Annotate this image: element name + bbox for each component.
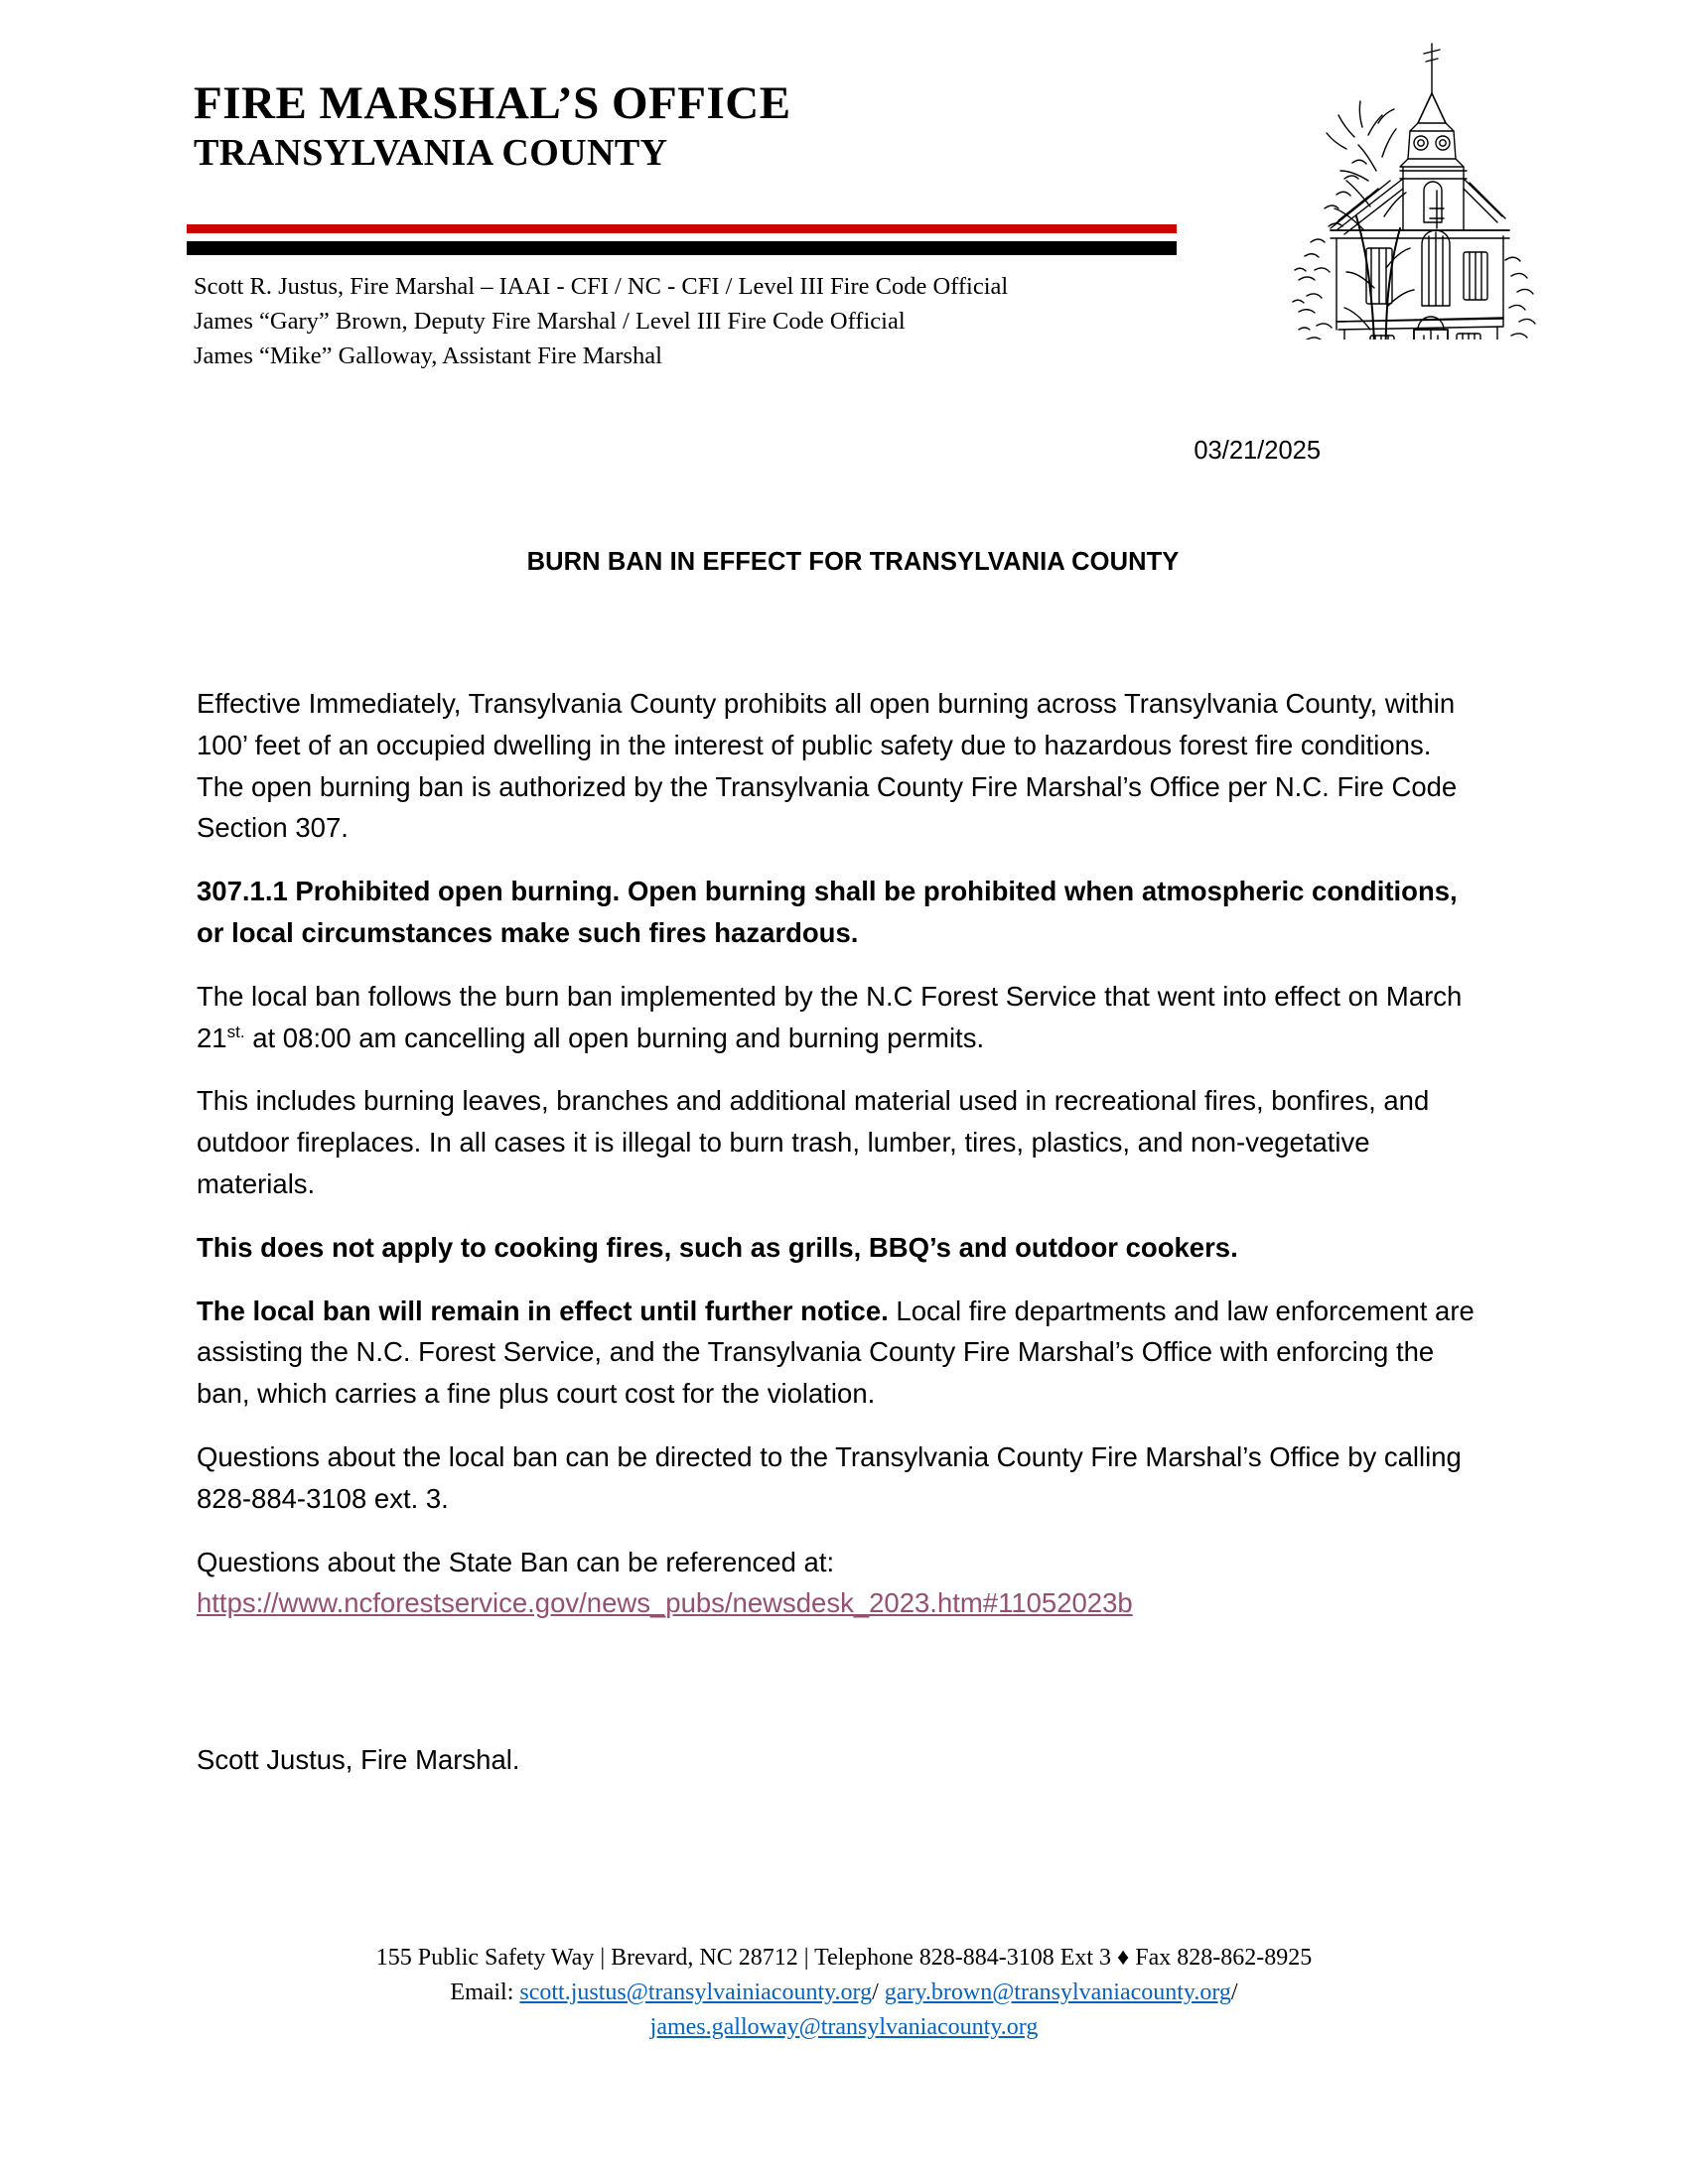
state-ban-url-link[interactable]: https://www.ncforestservice.gov/news_pubs/newsdesk_2023.htm#11052023b <box>197 1587 1133 1619</box>
email-separator-1: / <box>872 1979 879 2005</box>
notice-body <box>197 683 1476 1646</box>
email-link-scott-justus[interactable]: scott.justus@transylvainiacounty.org <box>519 1979 873 2005</box>
signature-line: Scott Justus, Fire Marshal. <box>197 1744 520 1775</box>
paragraph-effective-immediately: Effective Immediately, Transylvania County prohibits all open burning across Transylvania County, within 100’ feet of an occupied dwelling in the interest of public safety due to hazardous forest fire conditions. The open burning ban is authorized by the Transylvania County Fire Marshal’s Office per N.C. Fire Code Section 307. <box>197 688 1458 844</box>
enforcement-rest: Local fire departments and law enforcement are assisting the N.C. Forest Service, and the Transylvania County Fire Marshal’s Office with enforcing the ban, which carries a fine plus court cost for the violation. <box>197 1295 1475 1410</box>
letterhead-subtitle: TRANSYLVANIA COUNTY <box>194 131 668 174</box>
footer-address-line: 155 Public Safety Way | Brevard, NC 28712 | Telephone 828-884-3108 Ext 3 ♦ Fax 828-862-8925 <box>375 1945 1313 1971</box>
paragraph-what-is-included: This includes burning leaves, branches and additional material used in recreational fires, bonfires, and outdoor fireplaces. In all cases it is illegal to burn trash, lumber, tires, plastics, and non-vegetative materials. <box>197 1085 1430 1199</box>
state-ban-text-b: at 08:00 am cancelling all open burning and burning permits. <box>244 1022 985 1053</box>
courthouse-illustration <box>1259 32 1547 340</box>
enforcement-lead-bold: The local ban will remain in effect until further notice. <box>197 1295 889 1326</box>
paragraph-code-section-307-1-1: 307.1.1 Prohibited open burning. Open burning shall be prohibited when atmospheric conditions, or local circumstances make such fires hazardous. <box>197 876 1458 948</box>
red-divider-rule <box>187 224 1177 233</box>
footer-email-label: Email: <box>450 1979 514 2005</box>
paragraph-state-ban-effective <box>197 976 1476 1059</box>
footer-email-line-2 <box>0 2010 1688 2045</box>
footer-email-line-1 <box>0 1976 1688 2010</box>
paragraph-enforcement <box>197 1291 1476 1415</box>
letterhead <box>194 79 1187 174</box>
email-separator-2: / <box>1230 1979 1238 2005</box>
black-divider-rule <box>187 241 1177 255</box>
staff-line-2: James “Gary” Brown, Deputy Fire Marshal / Level III Fire Code Official <box>194 307 906 335</box>
notice-headline: BURN BAN IN EFFECT FOR TRANSYLVANIA COUNTY <box>526 548 1180 576</box>
page-footer <box>0 1941 1688 2044</box>
staff-line-1: Scott R. Justus, Fire Marshal – IAAI - CFI / NC - CFI / Level III Fire Code Official <box>194 273 1009 300</box>
email-link-james-galloway[interactable]: james.galloway@transylvaniacounty.org <box>649 2013 1039 2040</box>
staff-roster <box>194 270 1008 373</box>
state-ban-url-line <box>197 1582 1476 1624</box>
staff-line-3: James “Mike” Galloway, Assistant Fire Marshal <box>194 341 662 369</box>
paragraph-state-questions: Questions about the State Ban can be referenced at: <box>197 1546 835 1577</box>
letterhead-title: FIRE MARSHAL’S OFFICE <box>194 77 791 129</box>
paragraph-cooking-fires-exception: This does not apply to cooking fires, such as grills, BBQ’s and outdoor cookers. <box>197 1231 1238 1263</box>
notice-date: 03/21/2025 <box>1194 437 1321 465</box>
paragraph-local-questions: Questions about the local ban can be directed to the Transylvania County Fire Marshal’s Office by calling 828-884-3108 ext. 3. <box>197 1440 1462 1514</box>
ordinal-suffix: st. <box>226 1022 245 1041</box>
email-link-gary-brown[interactable]: gary.brown@transylvaniacounty.org <box>884 1979 1231 2005</box>
state-ban-text-a: The local ban follows the burn ban implemented by the N.C Forest Service that went into effect on March 21 <box>197 980 1463 1053</box>
